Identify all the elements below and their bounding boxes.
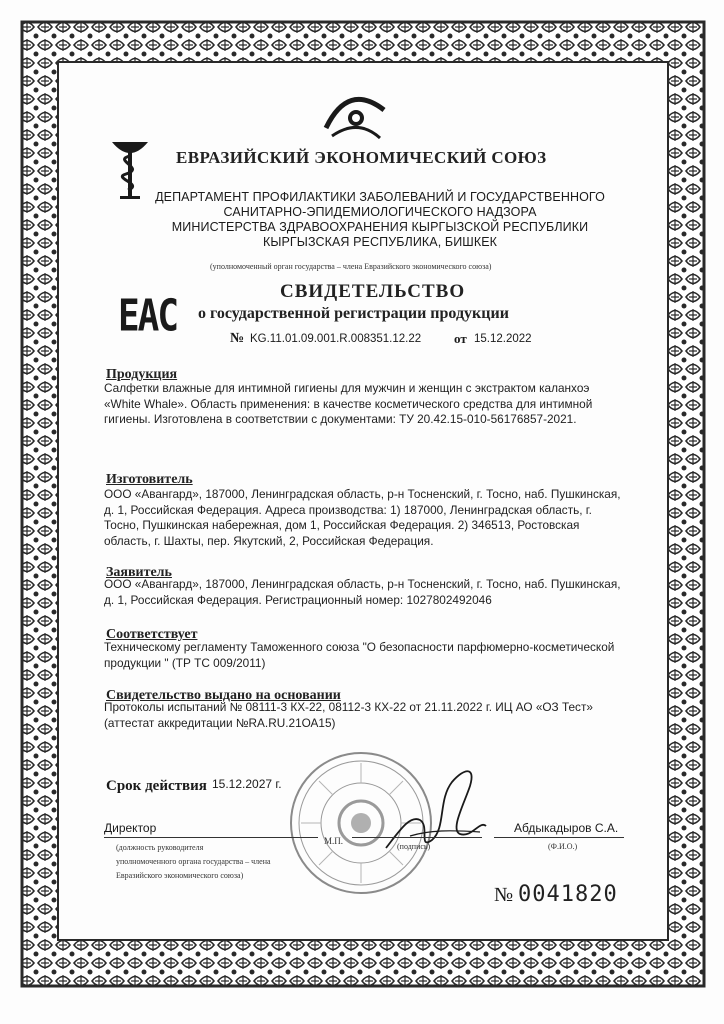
certificate-title: СВИДЕТЕЛЬСТВО: [280, 281, 466, 302]
basis-heading: Свидетельство выдано на основании: [106, 688, 341, 703]
applicant-heading: Заявитель: [106, 565, 172, 580]
conformity-heading: Соответствует: [106, 627, 198, 642]
org-line-3: МИНИСТЕРСТВА ЗДРАВООХРАНЕНИЯ КЫРГЫЗСКОЙ РЕСПУБЛИКИ: [171, 220, 589, 234]
sign-label: (подпись): [397, 842, 431, 851]
eac-mark: EAC: [118, 292, 178, 342]
certificate-date-label: от: [454, 331, 467, 346]
certificate-number: KG.11.01.09.001.R.008351.12.22: [250, 333, 422, 345]
union-name: ЕВРАЗИЙСКИЙ ЭКОНОМИЧЕСКИЙ СОЮЗ: [176, 148, 547, 167]
validity-label: Срок действия: [106, 778, 207, 794]
form-number-value: 0041820: [518, 882, 618, 907]
certificate-number-label: №: [230, 331, 245, 346]
applicant-text: ООО «Авангард», 187000, Ленинградская область, р-н Тосненский, г. Тосно, наб. Пушкинская, д. 1, Российская Федерация. Регистрационный номер: 1027802492046: [104, 577, 621, 607]
validity-value: 15.12.2027 г.: [212, 777, 282, 791]
authority-note: (уполномоченный орган государства – члена Евразийского экономического союза): [210, 262, 492, 271]
name-underline: [494, 837, 624, 838]
product-heading: Продукция: [106, 367, 178, 382]
org-line-4: КЫРГЫЗСКАЯ РЕСПУБЛИКА, БИШКЕК: [262, 235, 498, 249]
form-number-label: №: [494, 884, 514, 906]
certificate-subtitle: о государственной регистрации продукции: [198, 305, 509, 322]
product-text: Салфетки влажные для интимной гигиены для мужчин и женщин с экстрактом каланхоэ «White Whale». Область применения: в качестве косметического средства для интимной гигиены. Изготовлена в соответствии с документами: ТУ 20.42.15-010-56176857-2021.: [104, 381, 593, 426]
manufacturer-text: ООО «Авангард», 187000, Ленинградская область, р-н Тосненский, г. Тосно, наб. Пушкинская, д. 1, Российская Федерация. Адреса производства: 1) 187000, Ленинградская область, г. Тосно, Пушкинская набережная, дом 1, Российская Федерация. 2) 346513, Ростовская область, г. Шахты, пер. Якутский, 2, Российская Федерация.: [104, 487, 621, 548]
org-line-2: САНИТАРНО-ЭПИДЕМИОЛОГИЧЕСКОГО НАДЗОРА: [223, 205, 537, 219]
conformity-text: Техническому регламенту Таможенного союза "О безопасности парфюмерно-косметической продукции " (ТР ТС 009/2011): [104, 640, 615, 670]
certificate-date: 15.12.2022: [474, 333, 532, 345]
role-note-3: Евразийского экономического союза): [116, 871, 244, 880]
manufacturer-heading: Изготовитель: [106, 472, 193, 487]
sign-underline: [352, 837, 482, 838]
eurasian-union-logo-icon: [318, 88, 390, 148]
signatory-name: Абдыкадыров С.А.: [514, 821, 619, 835]
director-underline: [104, 837, 318, 838]
director-label: Директор: [104, 821, 157, 835]
stamp-label: М.П.: [324, 836, 344, 846]
basis-text: Протоколы испытаний № 08111-3 КХ-22, 08112-3 КХ-22 от 21.11.2022 г. ИЦ АО «ОЗ Тест» (аттестат аккредитации №RA.RU.21ОА15): [104, 700, 593, 730]
role-note-2: уполномоченного органа государства – члена: [116, 857, 271, 866]
name-label: (Ф.И.О.): [548, 842, 578, 851]
org-line-1: ДЕПАРТАМЕНТ ПРОФИЛАКТИКИ ЗАБОЛЕВАНИЙ И ГОСУДАРСТВЕННОГО: [155, 190, 605, 204]
role-note-1: (должность руководителя: [116, 843, 204, 852]
